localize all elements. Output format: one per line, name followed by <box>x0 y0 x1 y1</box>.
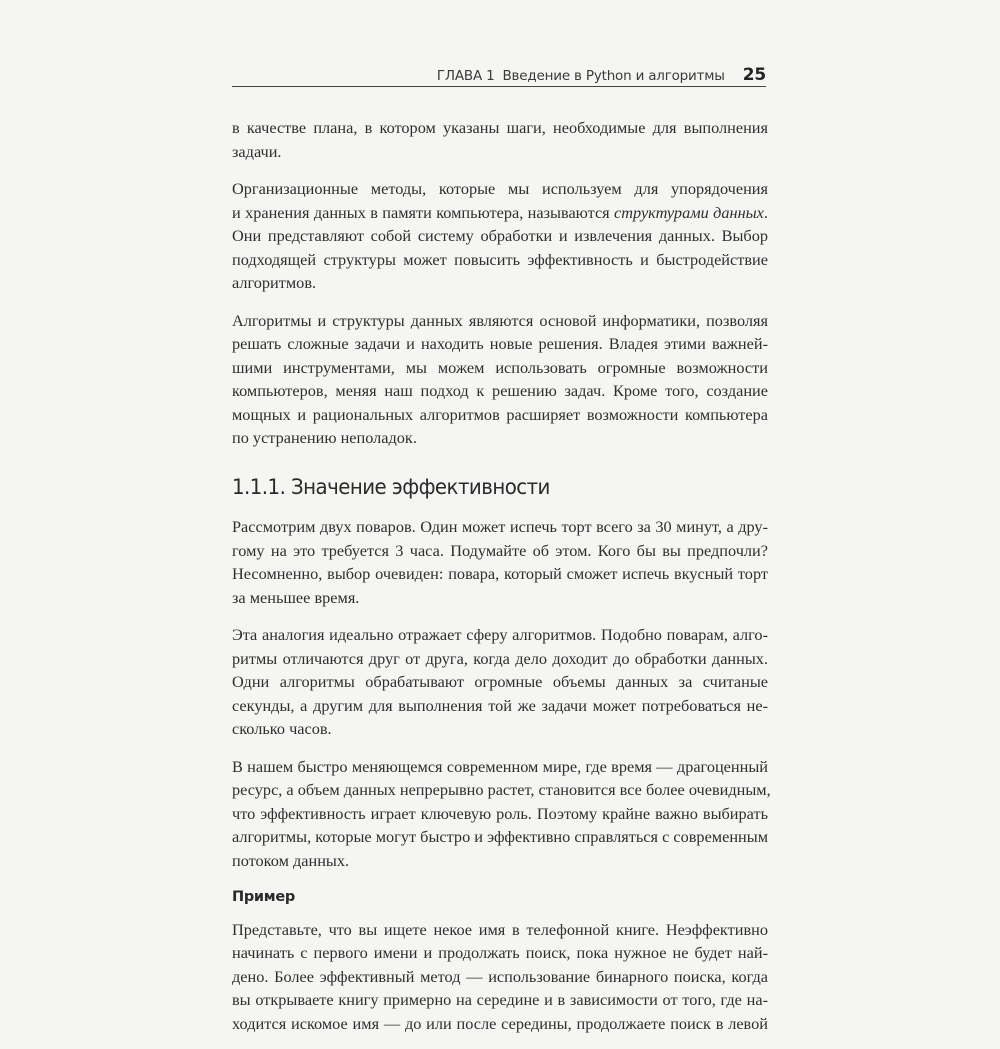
running-header <box>232 58 766 84</box>
text-line: задачи. <box>232 141 282 161</box>
text-line: в качестве плана, в котором указаны шаги, необходимые для выполнения <box>232 118 768 137</box>
section-heading: 1.1.1. Значение эффективности <box>232 474 550 500</box>
text-line: Рассмотрим двух поваров. Один может испечь торт всего за 30 минут, а дру- <box>232 517 768 536</box>
text-line: что эффективность играет ключевую роль. Поэтому крайне важно выбирать <box>232 803 768 823</box>
text-line: за меньшее время. <box>232 587 360 607</box>
text-line: В нашем быстро меняющемся современном мире, где время — драгоценный <box>232 756 768 776</box>
text-line: Они представляют собой систему обработки и извлечения данных. Выбор <box>232 226 768 245</box>
page-number: 25 <box>742 65 766 85</box>
text-line: дено. Более эффективный метод — использование бинарного поиска, когда <box>232 966 768 986</box>
text-line <box>232 201 768 225</box>
text-line: мощных и рациональных алгоритмов расширяет возможности компьютера <box>232 404 768 424</box>
text-line: потоком данных. <box>232 850 350 870</box>
text-line: по устранению неполадок. <box>232 428 417 447</box>
text-line: ритмы отличаются друг от друга, когда дело доходит до обработки данных. <box>232 648 768 668</box>
text-line: решать сложные задачи и находить новые решения. Владея этими важней- <box>232 334 768 353</box>
text-line: Представьте, что вы ищете некое имя в телефонной книге. Неэффективно <box>232 919 768 939</box>
text-line: сколько часов. <box>232 719 332 738</box>
body-text <box>232 116 771 1049</box>
paragraph-intro-1 <box>232 116 768 163</box>
text-line: вы открываете книгу примерно на середине и в зависимости от того, где на- <box>232 990 768 1009</box>
text-line: начинать с первого имени и продолжать поиск, пока нужное не будет най- <box>232 943 768 962</box>
term-emphasis: структурами данных <box>614 202 764 222</box>
chapter-label: ГЛАВА 1 <box>436 68 495 84</box>
chapter-title: Введение в Python и алгоритмы <box>502 68 725 84</box>
text-line: алгоритмы, которые могут быстро и эффективно справляться с современным <box>232 827 768 846</box>
header-rule <box>232 86 766 87</box>
text-line: алгоритмов. <box>232 273 317 292</box>
paragraph-intro-3 <box>232 309 768 450</box>
paragraph-example-1 <box>232 918 768 1036</box>
text-fragment: и хранения данных в памяти компьютера, называются <box>232 202 615 222</box>
text-line: Одни алгоритмы обрабатывают огромные объемы данных за считаные <box>232 672 768 691</box>
text-line: компьютеров, меняя наш подход к решению задач. Кроме того, создание <box>232 381 768 400</box>
text-line: Алгоритмы и структуры данных являются основой информатики, позволяя <box>232 310 768 330</box>
text-line: Эта аналогия идеально отражает сферу алгоритмов. Подобно поварам, алго- <box>232 625 768 644</box>
text-line: шими инструментами, мы можем использовать огромные возможности <box>232 357 768 377</box>
paragraph-section-2 <box>232 623 768 741</box>
paragraph-intro-2 <box>232 177 768 295</box>
text-line: ресурс, а объем данных непрерывно растет, становится все более очевидным, <box>232 780 771 799</box>
text-fragment: . <box>763 202 768 222</box>
text-line: подходящей структуры может повысить эффективность и быстродействие <box>232 249 768 269</box>
text-line: ходится искомое имя — до или после середины, продолжаете поиск в левой <box>232 1013 768 1033</box>
paragraph-section-3 <box>232 755 771 873</box>
text-line: Организационные методы, которые мы используем для упорядочения <box>232 179 768 198</box>
text-line: секунды, а другим для выполнения той же задачи может потребоваться не- <box>232 695 768 715</box>
text-line: Несомненно, выбор очевиден: повара, который сможет испечь вкусный торт <box>232 564 768 583</box>
text-line: гому на это требуется 3 часа. Подумайте об этом. Кого бы вы предпочли? <box>232 540 768 560</box>
example-heading: Пример <box>232 889 295 905</box>
paragraph-section-1 <box>232 515 768 609</box>
